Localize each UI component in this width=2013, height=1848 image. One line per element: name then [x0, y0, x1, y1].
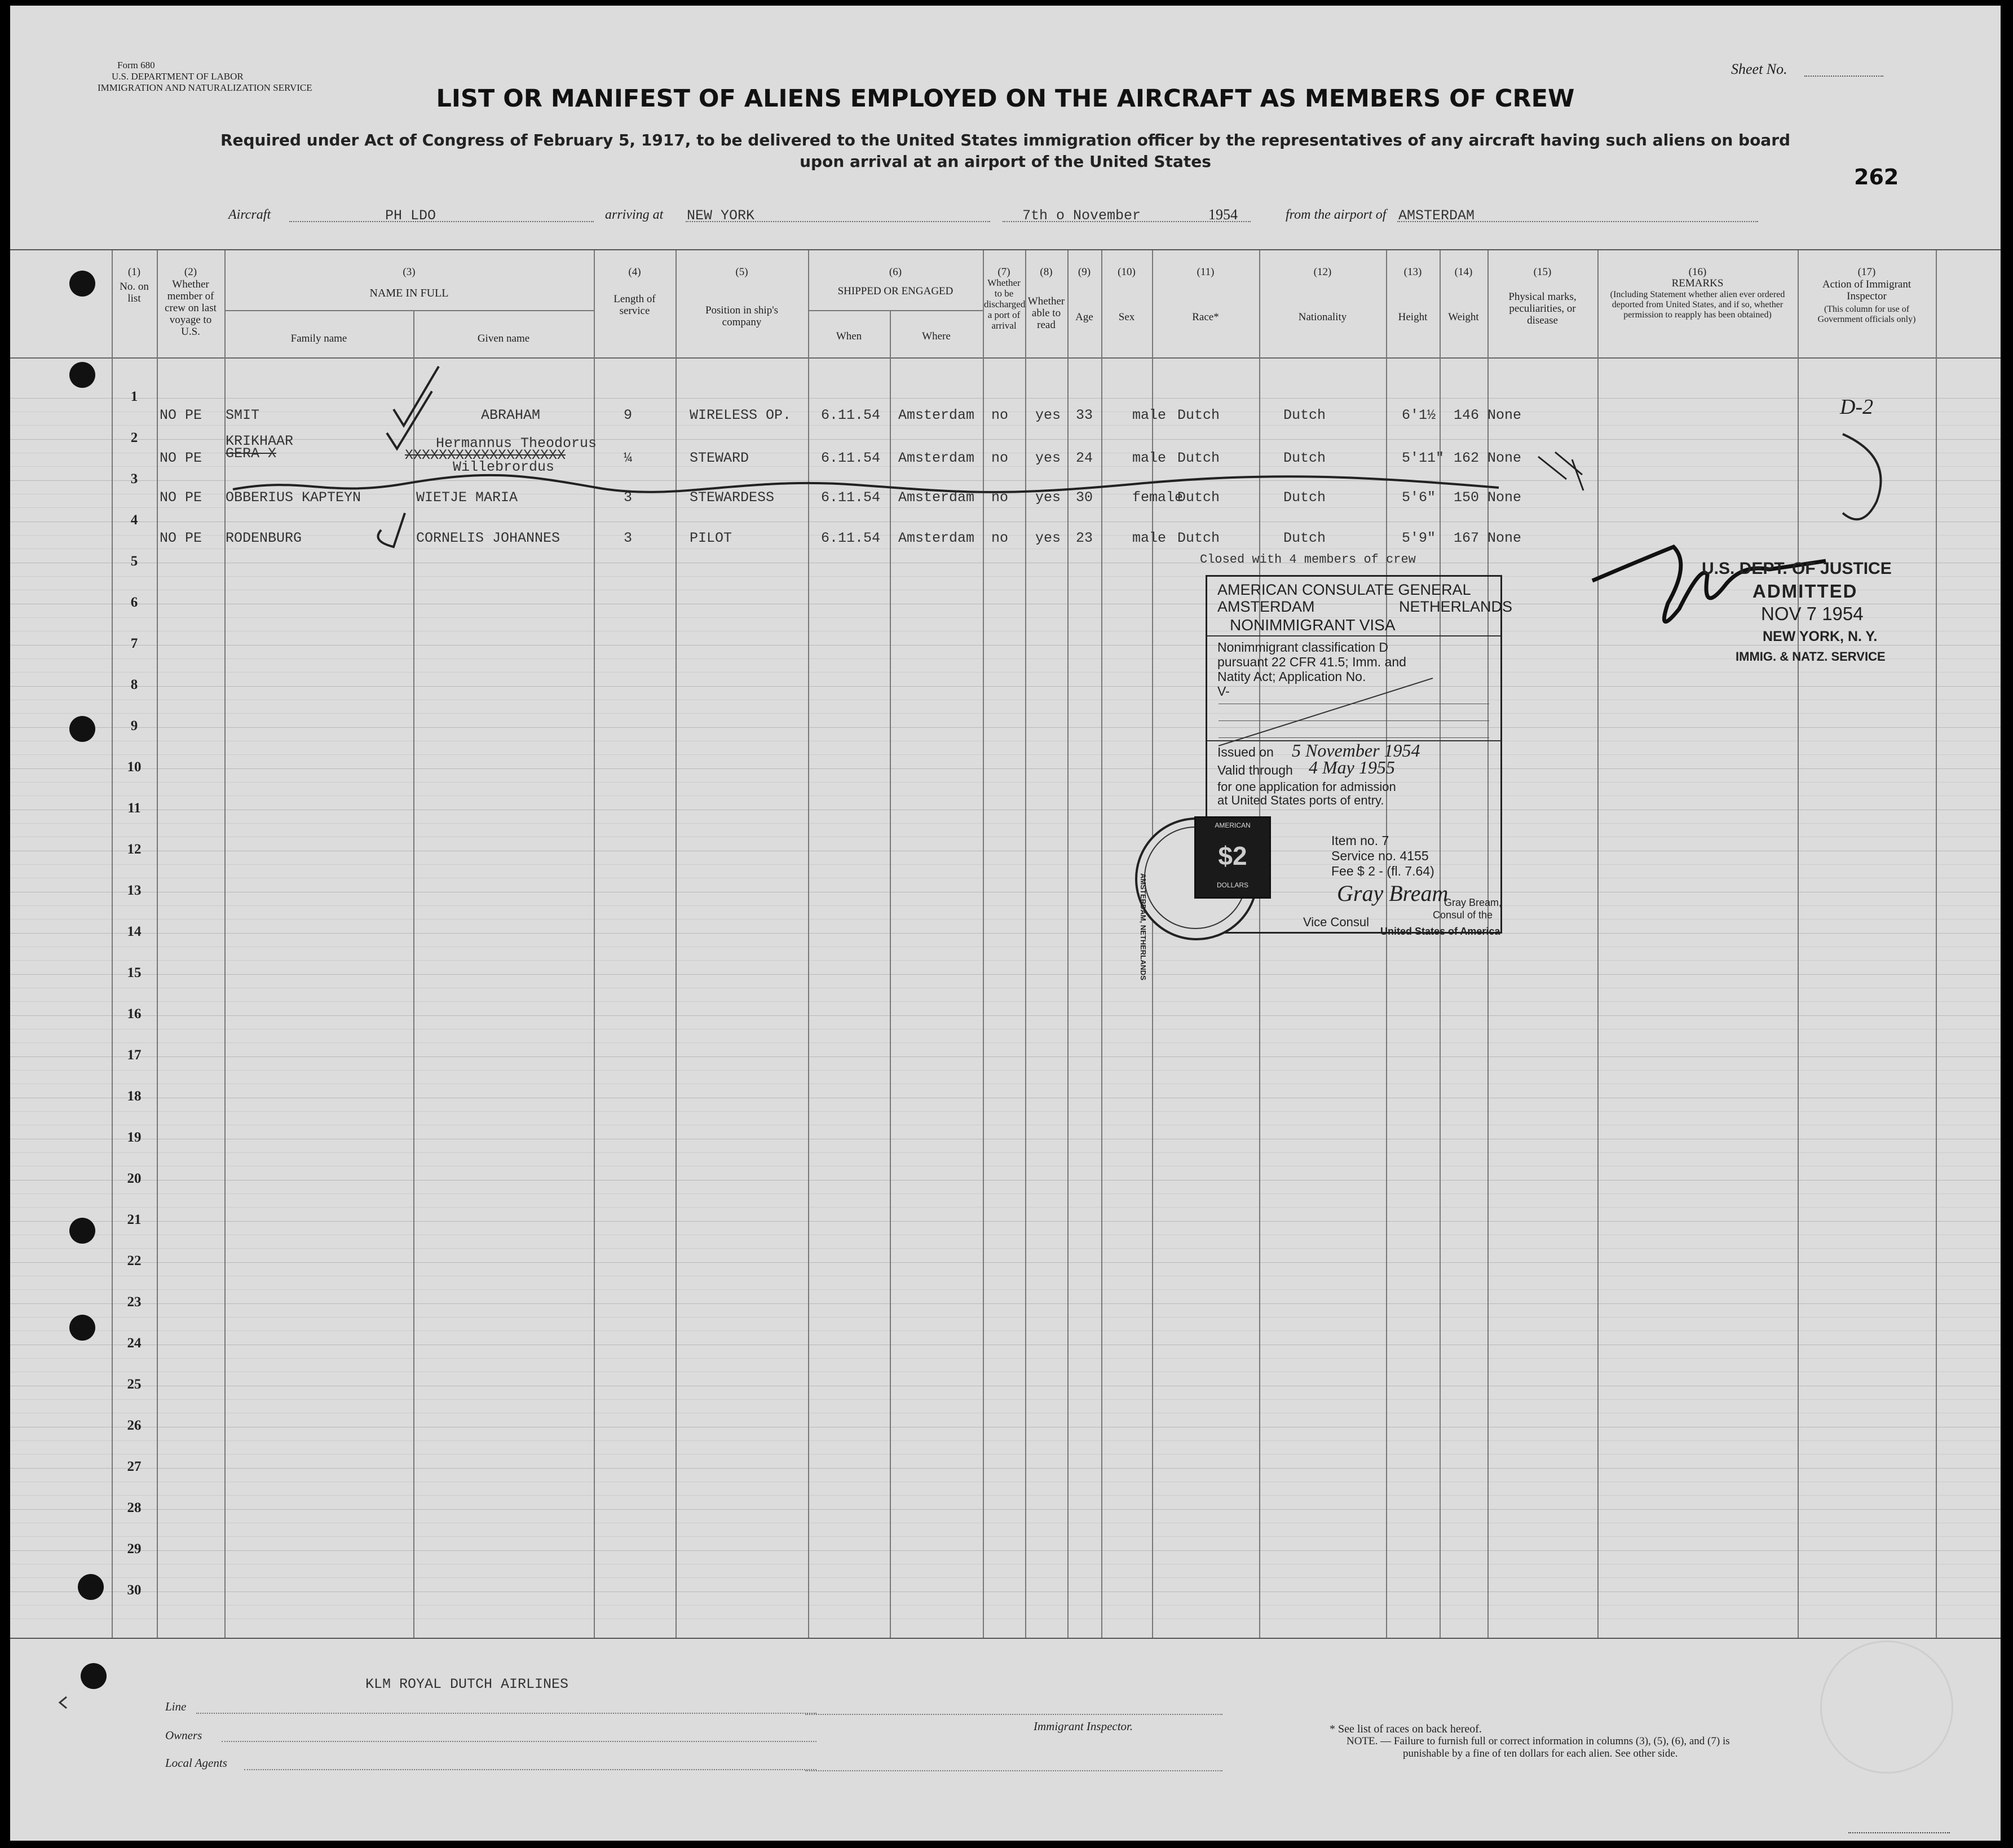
punch-hole: [69, 271, 95, 297]
handwritten-d2: D-2: [1840, 395, 1874, 419]
col6-when-header: When: [836, 330, 862, 342]
admitted-city: NEW YORK, N. Y.: [1763, 629, 1878, 644]
row-number: 21: [127, 1212, 142, 1227]
crew-position: WIRELESS OP.: [690, 407, 792, 423]
col5-header: Position in ship's company: [705, 304, 779, 328]
crew-shipped-when: 6.11.54: [821, 489, 881, 506]
from-airport-label: from the airport of: [1286, 207, 1387, 222]
fee-stamp-bottom: DOLLARS: [1216, 881, 1249, 889]
row-number: 6: [130, 595, 138, 610]
col11-number: (11): [1197, 266, 1215, 278]
crew-given-name: CORNELIS JOHANNES: [416, 530, 560, 546]
col13-header: Height: [1398, 311, 1428, 323]
col8-number: (8): [1040, 266, 1053, 278]
crew-nationality: Dutch: [1283, 530, 1326, 546]
row-number: 28: [127, 1500, 142, 1515]
crew-sex: female: [1132, 489, 1184, 506]
crew-nationality: Dutch: [1283, 407, 1326, 423]
crew-shipped-where: Amsterdam: [898, 530, 975, 546]
col16-subheader: (Including Statement whether alien ever ordered deported from United States, and if so, whether permission to reapply has been obtained): [1610, 290, 1785, 320]
col11-header: Race*: [1192, 311, 1219, 323]
row-number: 16: [127, 1006, 142, 1022]
footer-line-underline: [196, 1713, 816, 1714]
crew-given-name: ABRAHAM: [481, 407, 541, 423]
row-number: 8: [130, 677, 138, 692]
crew-sex: male: [1132, 407, 1167, 423]
crew-sex: male: [1132, 450, 1167, 466]
crew-height: 6'1½: [1402, 407, 1436, 423]
crew-able-to-read: yes: [1035, 489, 1061, 506]
crew-length-of-service: 3: [624, 489, 633, 506]
crew-weight: 150: [1454, 489, 1480, 506]
visa-country: NETHERLANDS: [1399, 598, 1513, 615]
crew-physical-marks: None: [1487, 450, 1522, 466]
bottom-right-dots: [1848, 1832, 1950, 1833]
crew-physical-marks: None: [1487, 489, 1522, 506]
races-note-text: See list of races on back hereof.: [1338, 1723, 1482, 1735]
crew-prev-voyage: NO PE: [160, 407, 202, 423]
footer-owners-label: Owners: [165, 1728, 202, 1742]
row-number: 10: [127, 759, 142, 775]
admitted-dept: U.S. DEPT. OF JUSTICE: [1702, 559, 1892, 578]
crew-position: PILOT: [690, 530, 732, 546]
visa-issued-label: Issued on: [1217, 745, 1274, 759]
visa-signer-country: United States of America: [1380, 926, 1500, 937]
visa-issued-date: 5 November 1954: [1292, 740, 1420, 761]
aircraft-label: Aircraft: [228, 207, 271, 222]
punch-hole: [69, 716, 95, 742]
crew-shipped-where: Amsterdam: [898, 450, 975, 466]
arriving-value: NEW YORK: [687, 207, 755, 224]
dept-label: U.S. DEPARTMENT OF LABOR: [112, 71, 244, 82]
crew-discharged: no: [991, 407, 1009, 423]
visa-classification: Nonimmigrant classification D: [1217, 640, 1388, 655]
crew-age: 24: [1076, 450, 1093, 466]
col12-number: (12): [1313, 266, 1332, 278]
footer-agents-underline: [244, 1769, 816, 1770]
footer-owners-underline: [222, 1741, 816, 1742]
crew-prev-voyage: NO PE: [160, 489, 202, 506]
col17-subheader: (This column for use of Government officials only): [1817, 304, 1916, 324]
crew-family-name: RODENBURG: [226, 530, 302, 546]
crew-weight: 162: [1454, 450, 1480, 466]
arriving-label: arriving at: [605, 207, 664, 222]
subtitle-line-2: upon arrival at an airport of the United States: [800, 152, 1211, 171]
crew-shipped-when: 6.11.54: [821, 450, 881, 466]
row-number: 13: [127, 883, 142, 898]
punch-hole: [81, 1663, 107, 1689]
visa-pursuant: pursuant 22 CFR 41.5; Imm. and: [1217, 655, 1406, 669]
sheet-number-label: Sheet No.: [1731, 61, 1787, 77]
crew-family-name: KRIKHAAR: [226, 433, 294, 449]
embossed-seal: [1820, 1641, 1953, 1774]
row-number: 27: [127, 1459, 142, 1474]
row-number: 30: [127, 1582, 142, 1598]
crew-given-name-third-line: Willebrordus: [453, 459, 555, 475]
punch-hole: [69, 362, 95, 388]
row-number: 22: [127, 1253, 142, 1268]
admitted-label: ADMITTED: [1752, 581, 1858, 602]
arrival-date: 7th o November: [1022, 207, 1141, 224]
crew-prev-voyage: NO PE: [160, 450, 202, 466]
visa-service-no: Service no. 4155: [1331, 848, 1429, 863]
manifest-sheet: [10, 6, 2001, 1841]
crew-physical-marks: None: [1487, 530, 1522, 546]
airline-name: KLM ROYAL DUTCH AIRLINES: [365, 1676, 569, 1692]
col6-number: (6): [889, 266, 902, 278]
fee-stamp-top: AMERICAN: [1215, 821, 1251, 829]
row-number: 14: [127, 924, 142, 939]
row-number: 25: [127, 1377, 142, 1392]
punch-hole: [69, 1315, 95, 1341]
col5-number: (5): [735, 266, 748, 278]
col9-header: Age: [1075, 311, 1093, 323]
crew-length-of-service: ¼: [624, 450, 633, 466]
row-number: 20: [127, 1171, 142, 1186]
crew-given-name: WIETJE MARIA: [416, 489, 518, 506]
col14-header: Weight: [1448, 311, 1479, 323]
crew-discharged: no: [991, 450, 1009, 466]
visa-signer-title: Consul of the: [1433, 909, 1493, 921]
punch-hole: [69, 1218, 95, 1244]
col3-family-header: Family name: [290, 333, 347, 344]
service-label: IMMIGRATION AND NATURALIZATION SERVICE: [98, 82, 312, 93]
subtitle-line-1: Required under Act of Congress of February 5, 1917, to be delivered to the United States immigration officer by the representatives of any aircraft having such aliens on board: [220, 131, 1791, 149]
crew-length-of-service: 9: [624, 407, 633, 423]
visa-application-no: V-: [1217, 684, 1230, 698]
arrival-year: 1954: [1208, 206, 1238, 223]
row-number: 29: [127, 1541, 142, 1557]
crew-race: Dutch: [1177, 489, 1220, 506]
crew-able-to-read: yes: [1035, 407, 1061, 423]
row-number: 1: [130, 389, 138, 404]
crew-position: STEWARDESS: [690, 489, 775, 506]
visa-valid-date: 4 May 1955: [1309, 757, 1395, 777]
row-number: 17: [127, 1047, 142, 1063]
inspector-underline-2: [805, 1770, 1222, 1771]
footer-line-label: Line: [165, 1700, 187, 1713]
row-number: 26: [127, 1418, 142, 1433]
fine-note-1: NOTE. — Failure to furnish full or correct information in columns (3), (5), (6), and (7) is: [1347, 1735, 1730, 1747]
col16-number: (16): [1688, 266, 1707, 278]
visa-signature: Gray Bream: [1337, 881, 1449, 906]
crew-shipped-when: 6.11.54: [821, 530, 881, 546]
crew-race: Dutch: [1177, 450, 1220, 466]
crew-length-of-service: 3: [624, 530, 633, 546]
crew-shipped-when: 6.11.54: [821, 407, 881, 423]
col12-header: Nationality: [1298, 311, 1347, 323]
fee-stamp: [1194, 816, 1271, 899]
aircraft-value: PH LDO: [385, 207, 436, 224]
crew-discharged: no: [991, 530, 1009, 546]
page-number: 262: [1854, 165, 1899, 189]
visa-for-one: for one application for admission: [1217, 780, 1396, 794]
col1-number: (1): [127, 266, 141, 278]
visa-fee: Fee $ 2 - (fl. 7.64): [1331, 864, 1434, 878]
closed-note: Closed with 4 members of crew: [1200, 552, 1416, 567]
row-number: 23: [127, 1294, 142, 1310]
crew-height: 5'11": [1402, 450, 1445, 466]
row-number: 5: [130, 554, 138, 569]
crew-shipped-where: Amsterdam: [898, 407, 975, 423]
crew-weight: 167: [1454, 530, 1480, 546]
col10-number: (10): [1118, 266, 1136, 278]
row-number: 12: [127, 842, 142, 857]
crew-position: STEWARD: [690, 450, 749, 466]
col10-header: Sex: [1118, 311, 1135, 323]
fine-note-2: punishable by a fine of ten dollars for each alien. See other side.: [1403, 1748, 1678, 1759]
col2-number: (2): [184, 266, 197, 278]
visa-consulate: AMERICAN CONSULATE GENERAL: [1217, 581, 1471, 598]
row-number: 4: [130, 512, 138, 528]
footer-agents-label: Local Agents: [165, 1756, 227, 1770]
col15-number: (15): [1533, 266, 1552, 278]
crew-age: 23: [1076, 530, 1093, 546]
crew-height: 5'9": [1402, 530, 1436, 546]
col3-header: NAME IN FULL: [369, 287, 449, 299]
row-number: 15: [127, 965, 142, 980]
col9-number: (9): [1078, 266, 1091, 278]
visa-act: Natity Act; Application No.: [1217, 669, 1366, 684]
col1-header: No. on list: [120, 281, 149, 304]
visa-item-no: Item no. 7: [1331, 833, 1389, 848]
crew-race: Dutch: [1177, 530, 1220, 546]
col2-header: Whether member of crew on last voyage to U.S.: [165, 278, 217, 338]
crew-given-name: Hermannus Theodorus: [436, 435, 597, 452]
row-number: 3: [130, 471, 138, 487]
col7-header: Whether to be discharged a port of arrival: [984, 277, 1026, 331]
col16-header: REMARKS: [1671, 277, 1724, 289]
visa-type: NONIMMIGRANT VISA: [1230, 616, 1396, 634]
form-number: Form 680: [117, 60, 155, 70]
crew-weight: 146: [1454, 407, 1480, 423]
crew-age: 33: [1076, 407, 1093, 423]
crew-physical-marks: None: [1487, 407, 1522, 423]
visa-valid-label: Valid through: [1217, 763, 1293, 777]
col7-number: (7): [997, 266, 1010, 278]
crew-family-name: SMIT: [226, 407, 260, 423]
crew-race: Dutch: [1177, 407, 1220, 423]
crew-height: 5'6": [1402, 489, 1436, 506]
crew-shipped-where: Amsterdam: [898, 489, 975, 506]
col14-number: (14): [1454, 266, 1473, 278]
crew-discharged: no: [991, 489, 1009, 506]
col4-number: (4): [628, 266, 641, 278]
row-number: 7: [130, 636, 138, 651]
col17-number: (17): [1857, 266, 1876, 278]
col3-number: (3): [403, 266, 416, 278]
crew-family-name: OBBERIUS KAPTEYN: [226, 489, 361, 506]
row-number: 9: [130, 718, 138, 733]
row-number: 2: [130, 430, 138, 445]
crew-prev-voyage: NO PE: [160, 530, 202, 546]
fee-stamp-value: $2: [1218, 841, 1247, 870]
page-title: LIST OR MANIFEST OF ALIENS EMPLOYED ON THE AIRCRAFT AS MEMBERS OF CREW: [436, 85, 1575, 113]
visa-ports: at United States ports of entry.: [1217, 793, 1384, 807]
crew-able-to-read: yes: [1035, 530, 1061, 546]
row-number: 19: [127, 1130, 142, 1145]
col3-given-header: Given name: [477, 333, 530, 344]
col6-where-header: Where: [922, 330, 951, 342]
col15-header: Physical marks, peculiarities, or disease: [1508, 291, 1577, 326]
crew-age: 30: [1076, 489, 1093, 506]
row-number: 11: [127, 801, 141, 816]
admitted-date: NOV 7 1954: [1761, 603, 1864, 624]
col6-header: SHIPPED OR ENGAGED: [837, 285, 953, 297]
crew-sex: male: [1132, 530, 1167, 546]
visa-vice-consul: Vice Consul: [1303, 915, 1369, 929]
inspector-underline-1: [805, 1714, 1222, 1715]
admitted-service: IMMIG. & NATZ. SERVICE: [1736, 649, 1886, 664]
row-number: 24: [127, 1336, 142, 1351]
from-airport-value: AMSTERDAM: [1398, 207, 1475, 224]
races-note: * See list of races on back hereof.: [1330, 1723, 1482, 1735]
crew-nationality: Dutch: [1283, 489, 1326, 506]
visa-city: AMSTERDAM: [1217, 598, 1315, 615]
col8-header: Whether able to read: [1027, 295, 1065, 331]
seal-text: AMSTERDAM, NETHERLANDS: [1139, 873, 1147, 980]
crew-given-name-struck: XXXXXXXXXXXXXXXXXXX: [405, 447, 566, 463]
col17-header: Action of Immigrant Inspector: [1822, 278, 1912, 302]
crew-family-name-struck: GERA X: [226, 445, 277, 462]
crew-able-to-read: yes: [1035, 450, 1061, 466]
handwritten-marks: [10, 6, 2001, 1841]
immigrant-inspector-label: Immigrant Inspector.: [1034, 1719, 1133, 1733]
row-number: 18: [127, 1089, 142, 1104]
crew-nationality: Dutch: [1283, 450, 1326, 466]
col4-header: Length of service: [613, 293, 656, 317]
visa-signer-name: Gray Bream,: [1444, 897, 1502, 908]
punch-hole: [78, 1574, 104, 1600]
col13-number: (13): [1403, 266, 1422, 278]
